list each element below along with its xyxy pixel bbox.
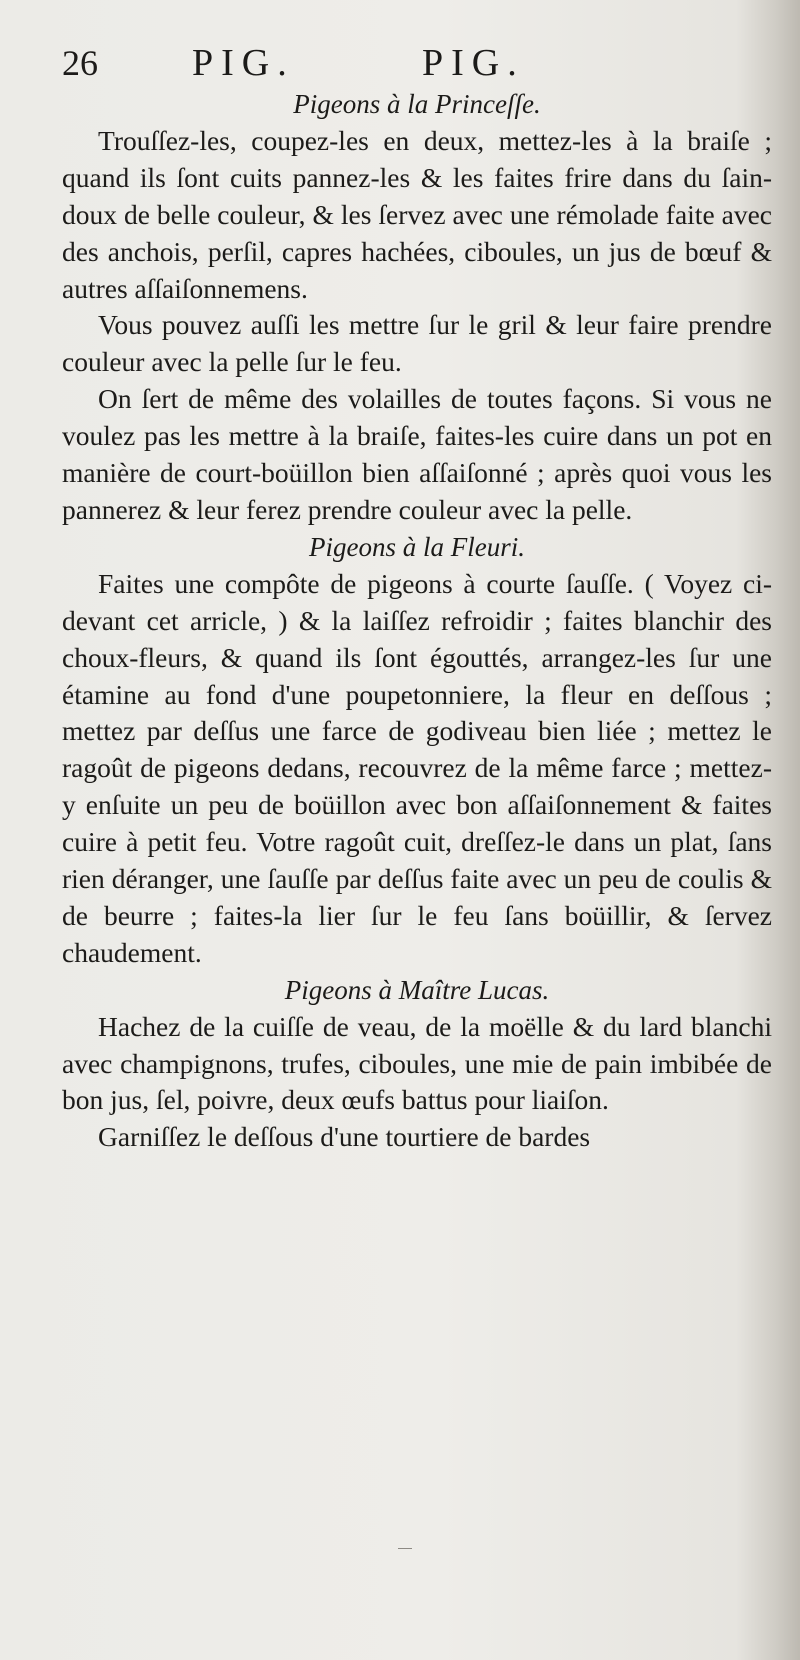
running-head [62, 38, 622, 88]
section-title-princesse: Pigeons à la Princeſſe. [293, 89, 541, 119]
paragraph: Trouſſez-les, coupez-les en deux, mettez-les à la braiſe ; quand ils ſont cuits pannez-les & les faites frire dans du ſain-doux de belle couleur, & les ſervez avec une rémolade faite avec des anchois, perſil, capres hachées, ciboules, un jus de bœuf & autres aſſaiſonnemens. [62, 124, 772, 304]
paragraph: Vous pouvez auſſi les mettre ſur le gril & leur faire prendre couleur avec la pelle ſur le feu. [62, 309, 772, 378]
running-head-right: PIG. [422, 42, 525, 84]
bottom-mark [398, 1548, 412, 1550]
paragraph: Hachez de la cuiſſe de veau, de la moëlle & du lard blanchi avec champignons, trufes, ciboules, une mie de pain imbibée de bon jus, ſel, poivre, deux œufs battus pour liaiſon. [62, 1010, 772, 1116]
paragraph: Faites une compôte de pigeons à courte ſauſſe. ( Voyez ci-devant cet arricle, ) & la laiſſez refroidir ; faites blanchir des choux-fleurs, & quand ils ſont égouttés, arrangez-les ſur une étamine au fond d'une poupetonniere, la fleur en deſſous ; mettez par deſſus une farce de godiveau bien liée ; mettez le ragoût de pigeons dedans, recouvrez de la même farce ; mettez-y enſuite un peu de boüillon avec bon aſſaiſonnement & faites cuire à petit feu. Votre ragoût cuit, dreſſez-le dans un plat, ſans rien déranger, une ſauſſe par deſſus faite avec un peu de coulis & de beurre ; faites-la lier ſur le feu ſans boüillir, & ſervez chaudement. [62, 567, 772, 968]
section-title-maitre-lucas: Pigeons à Maître Lucas. [284, 974, 550, 1005]
paragraph: On ſert de même des volailles de toutes façons. Si vous ne voulez pas les mettre à la braiſe, faites-les cuire dans un pot en manière de court-boüillon bien aſſaiſonné ; après quoi vous les pannerez & leur ferez prendre couleur avec la pelle. [62, 383, 772, 525]
paragraph: Garniſſez le deſſous d'une tourtiere de bardes [98, 1121, 591, 1153]
running-head-left: PIG. [192, 42, 295, 84]
section-title-fleuri: Pigeons à la Fleuri. [309, 531, 525, 562]
page-number: 26 [62, 43, 98, 83]
text-block [62, 86, 772, 1156]
